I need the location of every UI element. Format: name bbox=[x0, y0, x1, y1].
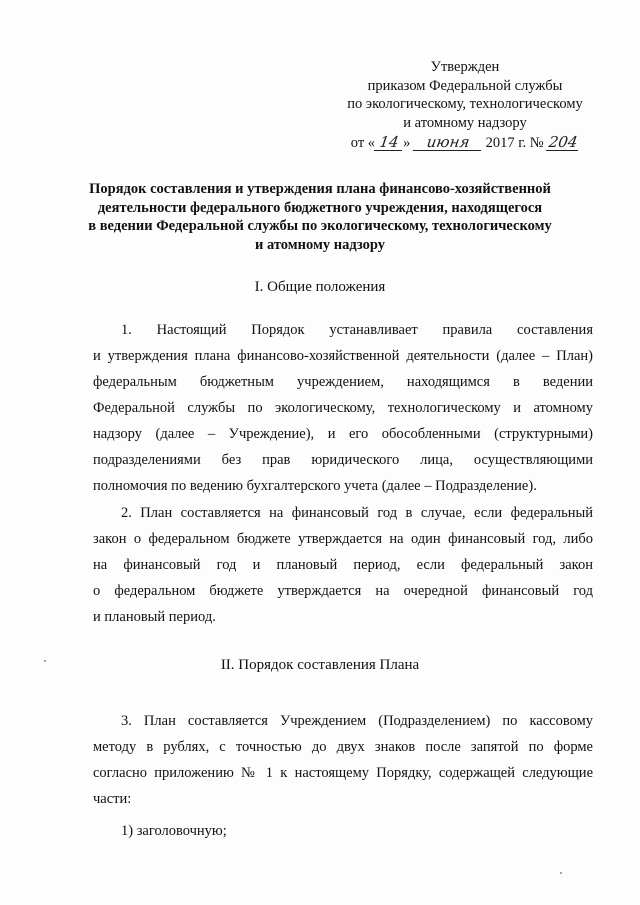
title-line-2: деятельности федерального бюджетного учреждения, находящегося bbox=[97, 199, 543, 216]
handwritten-month: июня bbox=[413, 135, 483, 151]
handwritten-order-number: 204 bbox=[547, 133, 579, 151]
handwritten-day: 14 bbox=[374, 135, 404, 151]
paragraph-line: закон о федеральном бюджете утверждается на один финансовый год, либо bbox=[93, 531, 593, 547]
paragraph-line: полномочия по ведению бухгалтерского учета (далее – Подразделение). bbox=[93, 478, 537, 494]
paragraph-3 bbox=[93, 708, 593, 812]
date-separator: » bbox=[403, 135, 411, 151]
title-line-1: Порядок составления и утверждения плана финансово-хозяйственной bbox=[89, 181, 551, 197]
approval-stamp bbox=[330, 58, 600, 153]
paragraph-line: 1. Настоящий Порядок устанавливает правила составления bbox=[121, 322, 593, 338]
paragraph-line: 2. План составляется на финансовый год в случае, если федеральный bbox=[121, 505, 593, 521]
scan-speck bbox=[560, 872, 562, 874]
section-heading-1: I. Общие положения bbox=[254, 279, 386, 295]
paragraph-line: о федеральном бюджете утверждается на очередной финансовый год bbox=[93, 583, 593, 599]
paragraph-line: и утверждения плана финансово-хозяйственной деятельности (далее – План) bbox=[93, 348, 593, 364]
paragraph-line: 3. План составляется Учреждением (Подразделением) по кассовому bbox=[121, 713, 593, 729]
date-year: 2017 г. № bbox=[485, 135, 544, 151]
paragraph-line: на финансовый год и плановый период, если федеральный закон bbox=[93, 557, 593, 573]
approval-date-line bbox=[330, 134, 600, 153]
scan-speck bbox=[44, 660, 46, 662]
paragraph-line: надзору (далее – Учреждение), и его обособленными (структурными) bbox=[93, 426, 593, 442]
section-heading-2: II. Порядок составления Плана bbox=[220, 657, 420, 673]
paragraph-line: федеральным бюджетным учреждением, находящимся в ведении bbox=[93, 374, 593, 390]
paragraph-line: части: bbox=[93, 791, 132, 807]
paragraph-line: и плановый период. bbox=[93, 609, 216, 625]
document-title bbox=[70, 180, 570, 254]
paragraph-1 bbox=[93, 317, 593, 499]
approval-line-4: и атомному надзору bbox=[403, 114, 527, 131]
date-prefix: от « bbox=[350, 135, 376, 151]
list-item-1: 1) заголовочную; bbox=[121, 823, 227, 839]
paragraph-line: Федеральной службы по экологическому, технологическому и атомному bbox=[93, 400, 593, 416]
paragraph-line: методу в рублях, с точностью до двух знаков после запятой по форме bbox=[93, 739, 593, 755]
approval-line-2: приказом Федеральной службы bbox=[367, 77, 563, 94]
paragraph-line: согласно приложению № 1 к настоящему Порядку, содержащей следующие bbox=[93, 765, 593, 781]
title-line-4: и атомному надзору bbox=[255, 236, 385, 253]
title-line-3: в ведении Федеральной службы по экологическому, технологическому bbox=[88, 218, 552, 234]
approval-line-1: Утвержден bbox=[430, 59, 500, 75]
approval-line-3: по экологическому, технологическому bbox=[347, 96, 583, 112]
paragraph-2 bbox=[93, 500, 593, 630]
paragraph-line: подразделениями без прав юридического лица, осуществляющими bbox=[93, 452, 593, 468]
